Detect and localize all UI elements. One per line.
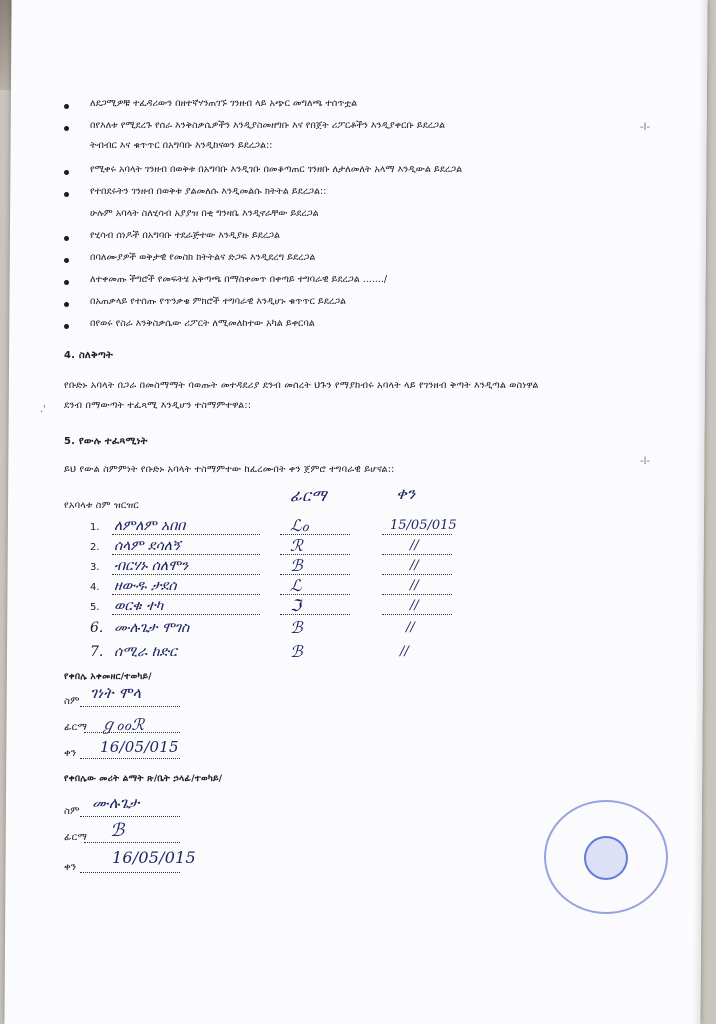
list-item: በባለሙያዎች ወቅታዊ የመስክ ክትትልና ድጋፍ እንዲደረግ ይደረጋል [64, 250, 664, 272]
received-date-line [80, 758, 180, 759]
list-item: የተበደሩትን ገንዘብ በወቅቱ ያልመለሱ እንዲመልሱ ክትትል ይደረጋል:: [64, 184, 664, 206]
member-row: 3. ብርሃኑ ሰለሞን ℬ // [90, 560, 490, 578]
approved-name-label: ስም [64, 806, 80, 817]
action-bullet-list [64, 96, 664, 338]
bullet-icon [64, 324, 69, 329]
signature: ℬ [290, 642, 303, 661]
signature: ℒ [290, 576, 302, 595]
received-signature: ℊℴℴℛ [100, 715, 145, 734]
stamp-emblem-icon [584, 836, 628, 880]
bullet-icon [64, 236, 69, 241]
bullet-icon [64, 192, 69, 197]
bullet-icon [64, 280, 69, 285]
section-4-text: የቡድኑ አባላት በጋራ በመስማማት ባወጡት መተዳደሪያ ደንብ መሰረት ህጉን የማያከብሩ አባላት ላይ የገንዘብ ቅጣት እንዲጣል ወስነዋል [64, 380, 539, 391]
approved-sign-label: ፊርማ [64, 832, 88, 843]
date-column-header: ቀን [396, 484, 416, 503]
signature-column-header: ፊርማ [290, 486, 327, 505]
member-row: 2. ሰላም ደሳለኝ ℛ // [90, 540, 490, 558]
bullet-icon [64, 170, 69, 175]
approved-name-line [80, 816, 180, 817]
signature: ℬ [290, 556, 303, 575]
approved-date-line [80, 872, 180, 873]
margin-mark: -l- [640, 122, 650, 133]
received-date-label: ቀን [64, 748, 77, 759]
bullet-icon [64, 258, 69, 263]
section-4-text: ደንብ በማውጣት ተፈጻሚ እንዲሆን ተስማምተዋል:: [64, 400, 252, 411]
signature: ℒℴ [290, 516, 309, 535]
approved-signature: ℬ [110, 820, 125, 841]
member-row: 5. ወርቁ ተካ ℑ // [90, 600, 490, 618]
bullet-icon [64, 126, 69, 131]
signature: ℑ [290, 596, 302, 615]
list-item: ለደጋሚዎቹ ተፈዳሪውን በዘተኛሃንጠገኙ ገንዘብ ላይ አጭር መግለጫ ተሰጥቷል [64, 96, 664, 118]
list-item: ሁሉም አባላት ስለሂሳብ አያያዝ በቂ ግንዛቤ እንዲኖራቸው ይደረጋል [90, 208, 319, 219]
list-item: በአጠቃላይ የተሰጡ የጥንቃቄ ምክሮች ተግባራዊ እንዲሆኑ ቁጥጥር ይደረጋል [64, 294, 664, 316]
received-name-label: ስም [64, 696, 80, 707]
bullet-icon [64, 302, 69, 307]
list-item: የሚቀሩ አባላት ገንዘብ በወቅቱ በአግባቡ እንዲገቡ በመቆጣጠር ገንዘቡ ለታለመለት አላማ እንዲውል ይደረጋል [64, 162, 664, 184]
signature: ℬ [290, 618, 303, 637]
approved-sign-line [84, 842, 180, 843]
member-row: 6. ሙሉጌታ ሞገስ ℬ // [90, 618, 415, 637]
received-name-value: ገነት ሞላ [90, 684, 142, 702]
list-item: በየወሩ የስራ እንቅስቃሴው ሪፖርት ለሚመለከተው አካል ይቀርባል [64, 316, 664, 338]
margin-mark: .' [40, 404, 46, 415]
section-4-heading: 4. ስለቅጣት [64, 350, 113, 361]
margin-mark: -l- [640, 456, 650, 467]
member-row: 7. ሰሚራ ከድር ℬ // [90, 642, 409, 661]
list-item: በየእለቱ የሚደረጉ የሰራ እንቅስቃሴዎችን እንዲያስመዘግቡ እና የበጀት ሪፖርቶችን እንዲያቀርቡ ይደረጋል ትብብር እና ቁጥጥር በአግባቡ እንዲከናወን ይደረጋል:: [64, 118, 664, 162]
list-item: የሂሳብ ሰነዶች በአግባቡ ተደራጅተው እንዲያዙ ይደረጋል [64, 228, 664, 250]
list-item: ለተቀመጡ ችግሮች የመፍትሄ አቅጣጫ በማስቀመጥ በቀጣይ ተግባራዊ ይደረጋል ......./ [64, 272, 664, 294]
approved-date-value: 16/05/015 [112, 848, 196, 867]
member-row: 1. ለምለም አበበ ℒℴ 15/05/015 [90, 516, 457, 535]
official-stamp [544, 800, 668, 914]
received-by-title: የቀበሌ አቀመዘር/ተወካይ/ [64, 672, 152, 682]
section-5-heading: 5. የውሉ ተፈጻሚነት [64, 436, 148, 447]
received-date-value: 16/05/015 [100, 738, 179, 756]
signature: ℛ [290, 536, 303, 555]
section-5-text: ይህ የውል ስምምነት የቡድኑ አባላት ተስማምተው ከፈረሙበት ቀን ጀምሮ ተግባራዊ ይሆናል:: [64, 464, 395, 475]
approved-by-title: የቀበሌው መሪት ልማት ጽ/ቤት ኃላፊ/ተወካይ/ [64, 774, 223, 784]
received-name-line [80, 706, 180, 707]
bullet-icon [64, 104, 69, 109]
member-row: 4. ዘውዱ ታደሰ ℒ // [90, 580, 490, 598]
received-sign-label: ፊርማ [64, 722, 88, 733]
approved-name-value: ሙሉጌታ [92, 794, 140, 812]
members-label: የአባላቱ ስም ዝርዝር [64, 500, 139, 511]
approved-date-label: ቀን [64, 862, 77, 873]
